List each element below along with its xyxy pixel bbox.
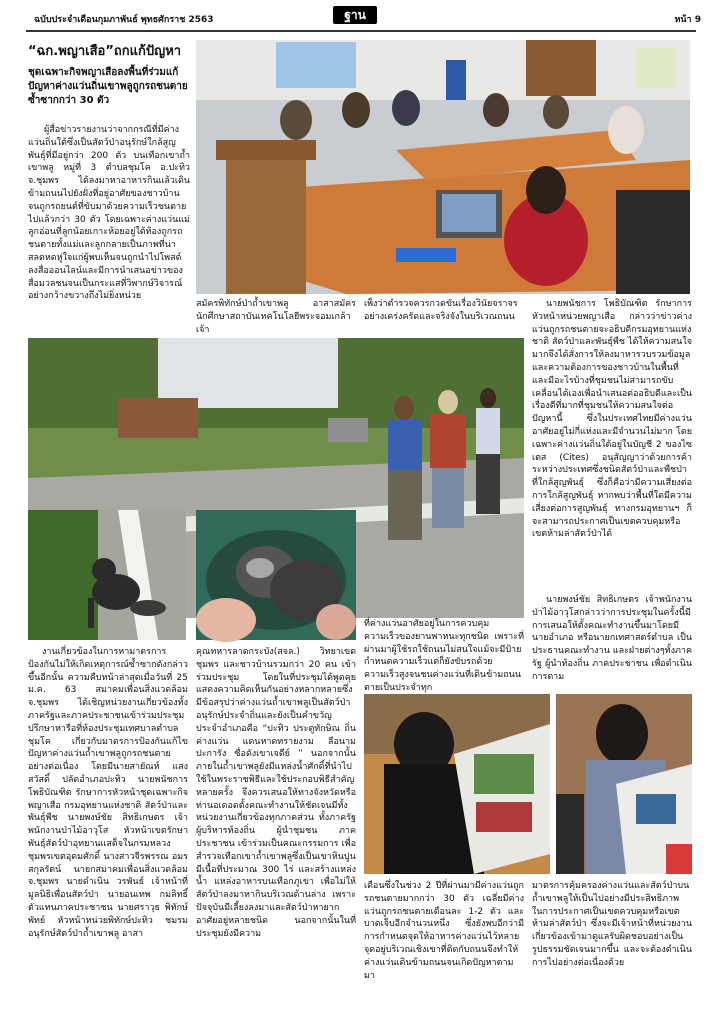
article-lead: ชุดเฉพาะกิจพญาเสือลงพื้นที่ร่วมแก้ปัญหาค่างแว่นถิ่นเขาพลูถูกรถชนตาย ซ้ำซากกว่า 30 ตัว — [28, 67, 188, 106]
reading-newspaper-photo-left — [364, 694, 550, 874]
col3-bottom-text: เดือนซึ่งในช่วง 2 ปีที่ผ่านมามีค่างแว่นถูกรถชนตายมากกว่า 30 ตัว เฉลี่ยมีค่างแว่นถูกรถชนตายเดือนละ 1-2 ตัว และบาดเจ็บอีกจำนวนหนึ่ง ซึ่งยังพบอีกว่ามีการกำหนดจุดให้อาหารค่างแว่นไว้หลายจุดอยู่บริเวณเชิงเขาที่ติดกับถนนจึงทำให้ค่างแว่นเดินข้ามถนนจนเกิดปัญหาตามมา — [364, 881, 524, 981]
col4-bottom-text: มาตรการคุ้มครองค่างแว่นและสัตว์ป่าบนถ้ำเขาพลูให้เป็นไปอย่างมีประสิทธิภาพ ในการประกาศเป็นเขตควบคุมหรือเขตห้ามล่าสัตว์ป่า ซึ่งจะมีเจ้าหน้าที่หน่วยงานเกี่ยวข้องเข้ามาดูแลรับผิดชอบอย่างเป็นรูปธรรมชัดเจนมากขึ้น และจะต้องดำเนินการไปอย่างต่อเนื่องด้วย — [532, 881, 692, 968]
page-number: หน้า 9 — [674, 15, 701, 25]
col4-top-text: นายพนัชการ โพธิบัณฑิต รักษาการหัวหน้าหน่วยพญาเสือ กล่าวว่าข่าวค่างแว่นถูกรถชนตายจะอธิบดีกรมอุทยานแห่งชาติ สัตว์ป่าและพันธุ์พืช ได้ให้ความสนใจมากจึงได้สั่งการให้ลงมาหารวบรวมข้อมูลและความต้องการของชาวบ้านในพื้นที่และมีอะไรบ้างที่ชุมชนไม่สามารถขับเคลื่อนได้เองเพื่อนำเสนอต่ออธิบดีและเป็นเรื่องดีที่มากที่ชุมชนให้ความสนใจต่อปัญหานี้ ซึ่งในประเทศไทยมีค่างแว่นอาศัยอยู่ไม่กี่แห่งและมีจำนวนไม่มาก โดยเฉพาะค่างแว่นถิ่นใต้อยู่ในบัญชี 2 ของไซเตส (Cites) อนุสัญญาว่าด้วยการค้าระหว่างประเทศซึ่งชนิดสัตว์ป่าและพืชป่าที่ใกล้สูญพันธุ์ ซึ่งก็คือว่ามีความเสี่ยงต่อการใกล้สูญพันธุ์ หากพบว่าพื้นที่ใดมีความเสี่ยงต่อการสูญพันธุ์ ทางกรมอุทยานฯ ก็จะสามารถประกาศเป็นเขตควบคุมหรือเขตห้ามล่าสัตว์ป่าได้ — [532, 299, 692, 540]
newspaper-logo: ฐาน — [333, 6, 377, 24]
page-header — [0, 6, 717, 30]
col3-mid-text: ที่ค่างแว่นอาศัยอยู่ในการควบคุมความเร็วของยานพาหนะทุกชนิด เพราะที่ผ่านมาผู้ใช้รถใช้ถนนไม่สนใจแม้จะมีป้ายกำหนดความเร็วแต่ก็ยังขับรถด้วยความเร็วสูงจนชนค่างแว่นที่เดินข้ามถนนตายเป็นประจำทุก — [364, 619, 524, 693]
col1-bottom-text: งานเกี่ยวข้องในการหามาตรการป้องกันไม่ให้เกิดเหตุการณ์ซ้ำซากดังกล่าวขึ้นอีกนั้น ความคืบหน้าล่าสุดเมื่อวันที่ 25 ม.ค. 63 สมาคมเพื่อนสิ่งแวดล้อม จ.ชุมพร ได้เชิญหน่วยงานเกี่ยวข้องทั้งภาครัฐและภาคประชาชนเข้าร่วมประชุมปรึกษาหารือที่ห้องประชุมเทศบาลตำบลชุมโค เกี่ยวกับมาตรการป้องกันแก้ไขปัญหาค่างแว่นถ้ำเขาพลูถูกรถชนตายอย่างต่อเนื่อง โดยมีนายสายัณห์ แสงสวัสดิ์ ปลัดอำเภอปะทิว นายพนัชการ โพธิบัณฑิต รักษาการหัวหน้าชุดเฉพาะกิจพญาเสือ กรมอุทยานแห่งชาติ สัตว์ป่าและพันธุ์พืช นายพงษ์ชัย สิทธิเกษตร เจ้าพนักงานป่าไม้อาวุโส หัวหน้าเขตรักษาพันธุ์สัตว์ป่าอุทยานแสด็จในกรมหลวงชุมพรเขตอุดมศักดิ์ นางสาวจีรพรรณ อมรสกุลรัตน์ นายกสมาคมเพื่อนสิ่งแวดล้อม จ.ชุมพร นายดำเนิน วรพันธ์ เจ้าหน้าที่มูลนิธิเพื่อนสัตว์ป่า นายอนเทพ กมลิทธิ์ ตัวแทนภาคประชาชน นายศราวุธ พิทักษ์ พัทย์ หัวหน้าหน่วยพิทักษ์ปะทิว ชมรมอนุรักษ์สัตว์ป่าถ้ำเขาพลู อาสา — [28, 647, 188, 939]
col4-mid-text: นายพงษ์ชัย สิทธิเกษตร เจ้าพนักงานป่าไม้อาวุโสกล่าวว่าการประชุมในครั้งนี้มีการเสนอให้ตั้งคณะทำงานขึ้นมาโดยมีนายอำเภอ หรือนายกเทศาสตร์ตำบล เป็นประธานคณะทำงาน และฝ่ายต่างๆทั้งภาครัฐ ผู้นำท้องถิ่น ภาคประชาชน เพื่อดำเนินการตาม — [532, 595, 692, 682]
reading-newspaper-photo-right — [556, 694, 692, 874]
header-rule — [26, 30, 696, 32]
col3-top-text: เพ็งว่าตำรวจควรกวดขันเรื่องวินัยจราจรอย่างเคร่งครัดและจริงจังในบริเวณถนน — [364, 299, 518, 322]
injured-monkey-photo — [196, 510, 356, 640]
issue-date: ฉบับประจำเดือนกุมภาพันธ์ พุทธศักราช 2563 — [34, 15, 214, 25]
col1-top-text: ผู้สื่อข่าวรายงานว่าจากกรณีที่มีค่างแว่นถิ่นใต้ซึ่งเป็นสัตว์ป่าอนุรักษ์ใกล้สูญพันธุ์ที่มีอยู่กว่า 200 ตัว บนเทือกเขาถ้ำเขาพลู หมู่ที่ 3 ตำบลชุมโค อ.ปะทิว จ.ชุมพร ได้ลงมาหาอาหารกินแล้วเดินข้ามถนนไปยังฝั่งที่อยู่อาศัยของชาวบ้านจนถูกรถยนต์ที่ขับมาด้วยความเร็วชนตายไปแล้วกว่า 30 ตัว โดยเฉพาะค่างแว่นแม่ลูกอ่อนที่ลูกน้อยเกาะห้อยอยู่ใต้ท้องถูกรถชนตายทั้งแม่และลูกกลายเป็นภาพที่น่าสลดหดหู่ใจแก่ผู้พบเห็นจนถูกนำไปโพสต์ลงสื่อออนไลน์และมีการนำเสนอข่าวของสื่อมวลชนจนเป็นกระแสที่วิพากษ์วิจารณ์อย่างกว้างขวางถึงไม่ยิ่งหน่วย — [28, 125, 190, 302]
monkey-roadside-photo — [28, 510, 186, 640]
col2-top-text: สมัครพิทักษ์ป่าถ้ำเขาพลู อาสาสมัครนักศึกษาสถาบันเทคโนโลยีพระจอมเกล้าเจ้า — [196, 299, 356, 335]
col2-bottom-text: คุณทหารลาดกระบัง(สจล.) วิทยาเขตชุมพร และชาวบ้านรวมกว่า 20 คน เข้าร่วมประชุม โดยในที่ประชุมได้พูดคุยแสดงความคิดเห็นกันอย่างหลากหลายซึ่งมีข้อสรุปว่าค่างแว่นถ้ำเขาพลูเป็นสัตว์ป่าอนุรักษ์ประจำถิ่นและยังเป็นคำขวัญประจำอำเภอคือ “ปะทิว ประตูทักษิณ ถิ่นค่างแว่น แดนหาดทรายงาม ลือนามปะการัง ซื่อดังเขาเจดีย์ ” นอกจากนั้นภายในถ้ำเขาพลูยังมีแหล่งน้ำศักดิ์ที่นำไปใช้ในพระราชพิธีและใช้ประกอบพิธีสำคัญหลายครั้ง จึงควรเสนอให้ทางจังหวัดหรือท่านอเดอดตั้งคณะทำงานให้ชัดเจนมีทั้งหน่วยงานเกี่ยวข้องทุกภาคส่วน ทั้งภาครัฐ ผู้บริหารท้องถิ่น ผู้นำชุมชน ภาคประชาชน เข้าร่วมเป็นคณะกรรมการ เพื่อสำรวจเทือกเขาถ้ำเขาพลูซึ่งเป็นเขาหินปูนมีเนื้อที่ประมาณ 300 ไร่ และสร้างแหล่งน้ำ แหล่งอาหารบนเทือกภูเขา เพื่อไม่ให้สัตว์ป่าลงมาหากินบริเวณด้านล่าง เพราะปัจจุบันมีเลี้ยงลงมาและสัตว์ป่าหายากอาศัยอยู่หลายชนิด นอกจากนั้นในที่ประชุมยังมีความ — [196, 647, 356, 939]
meeting-photo — [196, 40, 690, 294]
article-title: “ฉก.พญาเสือ”ถกแก้ปัญหา — [28, 44, 182, 59]
